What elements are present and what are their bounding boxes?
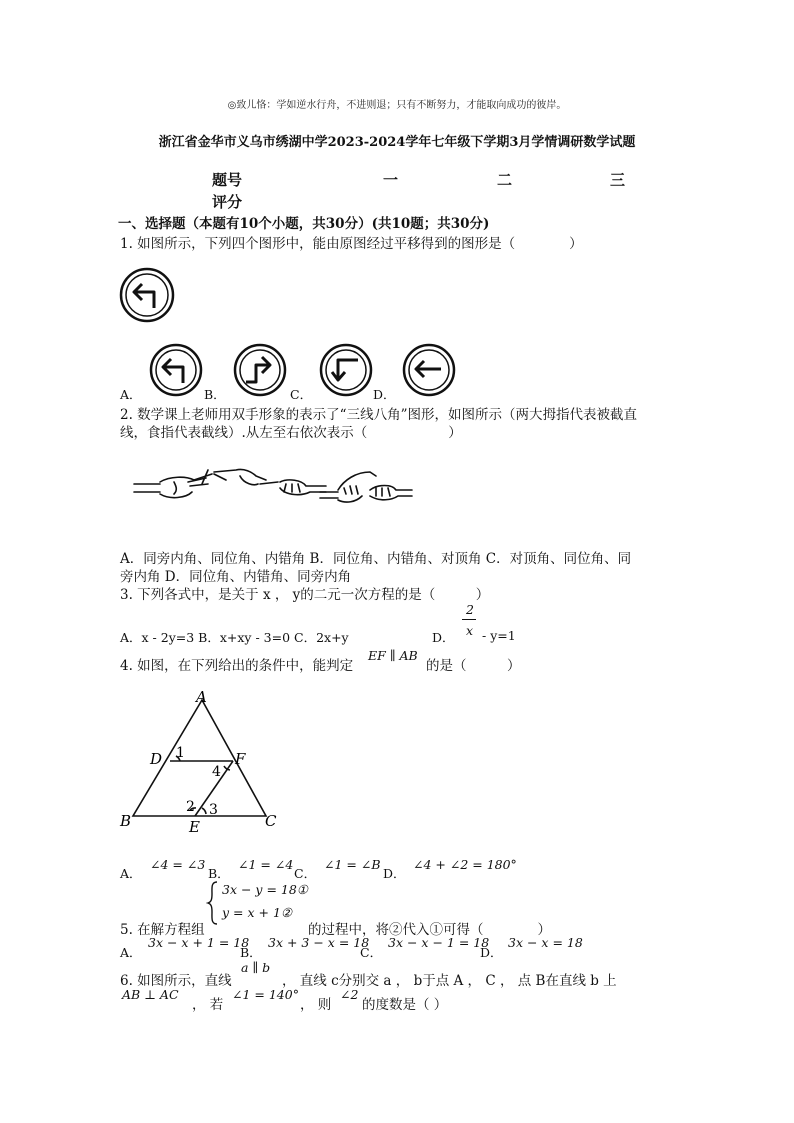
q4-option-b-label[interactable]: B．: [208, 866, 230, 881]
q4-option-d-label[interactable]: D．: [383, 866, 406, 881]
q5-system-eq1: 3x − y = 18①: [222, 882, 309, 897]
q3-option-d-denominator: x: [466, 623, 474, 638]
q1-option-d[interactable]: D．: [373, 387, 396, 402]
q1-option-c-figure: [318, 342, 374, 398]
section-heading: 一、选择题（本题有10个小题，共30分）(共10题；共30分): [118, 216, 490, 232]
q1-option-d-figure: [401, 342, 457, 398]
label-C: C: [265, 812, 277, 830]
q2-stem-line2: 线，食指代表截线）.从左至右依次表示（ ）: [120, 425, 462, 441]
q2-options-line2: 旁内角 D．同位角、内错角、同旁内角: [120, 569, 352, 585]
q5-system-brace: [206, 880, 220, 926]
score-table-header-label: 题号: [212, 171, 243, 189]
angle-1-label: 1: [176, 745, 185, 761]
q5-option-a-math: 3x − x + 1 = 18: [148, 935, 250, 950]
q3-options-abc: A．x - 2y=3 B．x+xy - 3=0 C．2x+y: [120, 630, 349, 645]
q3-option-d-numerator: 2: [466, 602, 474, 617]
q6-line1-pre: 6. 如图所示，直线: [120, 973, 232, 989]
q6-line1-post: ， 直线 c分别交 a ， b于点 A ， C ， 点 B在直线 b 上: [282, 973, 617, 989]
q1-option-b-figure: [232, 342, 288, 398]
q3-option-d-rest: - y=1: [482, 628, 516, 643]
q4-stem-pre: 4. 如图，在下列给出的条件中，能判定: [120, 658, 354, 674]
q3-option-d-label[interactable]: D．: [432, 630, 455, 645]
q4-option-b-math: ∠1 = ∠4: [238, 857, 294, 872]
q1-option-a-figure: [148, 342, 204, 398]
score-table-col-2: 二: [497, 171, 513, 189]
q1-option-c[interactable]: C．: [290, 387, 313, 402]
label-D: D: [150, 750, 163, 768]
q5-option-c-label[interactable]: C．: [360, 945, 383, 960]
q5-stem-post: 的过程中，将②代入①可得（ ）: [308, 922, 551, 938]
q5-option-c-math: 3x − x − 1 = 18: [388, 935, 490, 950]
score-table-col-3: 三: [610, 171, 626, 189]
q5-option-b-math: 3x + 3 − x = 18: [268, 935, 370, 950]
q4-option-c-math: ∠1 = ∠B: [324, 857, 381, 872]
q5-option-b-label[interactable]: B．: [240, 945, 262, 960]
q2-stem-line1: 2. 数学课上老师用双手形象的表示了“三线八角”图形，如图所示（两大拇指代表被截直: [120, 407, 637, 423]
q1-option-b[interactable]: B．: [204, 387, 226, 402]
q5-option-d-label[interactable]: D．: [480, 945, 503, 960]
angle-4-label: 4: [212, 764, 221, 780]
q4-stem-post: 的是（ ）: [426, 658, 521, 674]
fraction-bar: [462, 619, 476, 620]
score-table-col-1: 一: [383, 171, 399, 189]
label-A: A: [196, 688, 207, 706]
q5-option-a-label[interactable]: A．: [120, 945, 142, 960]
label-E: E: [189, 818, 200, 836]
q4-option-a-label[interactable]: A．: [120, 866, 142, 881]
q1-option-a[interactable]: A．: [120, 387, 142, 402]
q4-option-d-math: ∠4 + ∠2 = 180°: [413, 857, 517, 872]
q6-line2-math3: ∠2: [340, 987, 359, 1002]
q6-line2-mid: ， 若: [192, 997, 224, 1013]
q3-stem: 3. 下列各式中，是关于 x ， y的二元一次方程的是（ ）: [120, 587, 490, 603]
q6-line2-math1: AB ⊥ AC: [122, 987, 179, 1002]
q2-hands-figure: [130, 462, 415, 506]
q4-option-a-math: ∠4 = ∠3: [150, 857, 206, 872]
q4-stem-math: EF ∥ AB: [368, 648, 418, 663]
q5-option-d-math: 3x − x = 18: [508, 935, 583, 950]
motto-line: ◎致儿恪：学如逆水行舟，不进则退；只有不断努力，才能取向成功的彼岸。: [227, 100, 567, 111]
label-B: B: [120, 812, 132, 830]
q1-original-figure: [118, 266, 176, 324]
score-table-row-label: 评分: [212, 193, 243, 211]
q2-options-line1: A．同旁内角、同位角、内错角 B．同位角、内错角、对顶角 C．对顶角、同位角、同: [120, 551, 632, 567]
exam-title: 浙江省金华市义乌市绣湖中学2023-2024学年七年级下学期3月学情调研数学试题: [158, 135, 636, 150]
label-F: F: [235, 750, 246, 768]
q4-triangle-figure: [118, 686, 288, 836]
angle-3-label: 3: [209, 802, 218, 818]
q6-line1-math: a ∥ b: [241, 960, 271, 975]
q5-system-eq2: y = x + 1②: [222, 905, 293, 920]
q6-line2-post: 的度数是（ ）: [362, 997, 448, 1013]
q4-option-c-label[interactable]: C．: [294, 866, 317, 881]
angle-2-label: 2: [186, 799, 195, 815]
q6-line2-math2: ∠1 = 140°: [232, 987, 299, 1002]
q5-stem-pre: 5. 在解方程组: [120, 922, 205, 938]
q6-line2-mid2: ， 则: [300, 997, 332, 1013]
q1-stem: 1. 如图所示，下列四个图形中，能由原图经过平移得到的图形是（ ）: [120, 236, 583, 252]
